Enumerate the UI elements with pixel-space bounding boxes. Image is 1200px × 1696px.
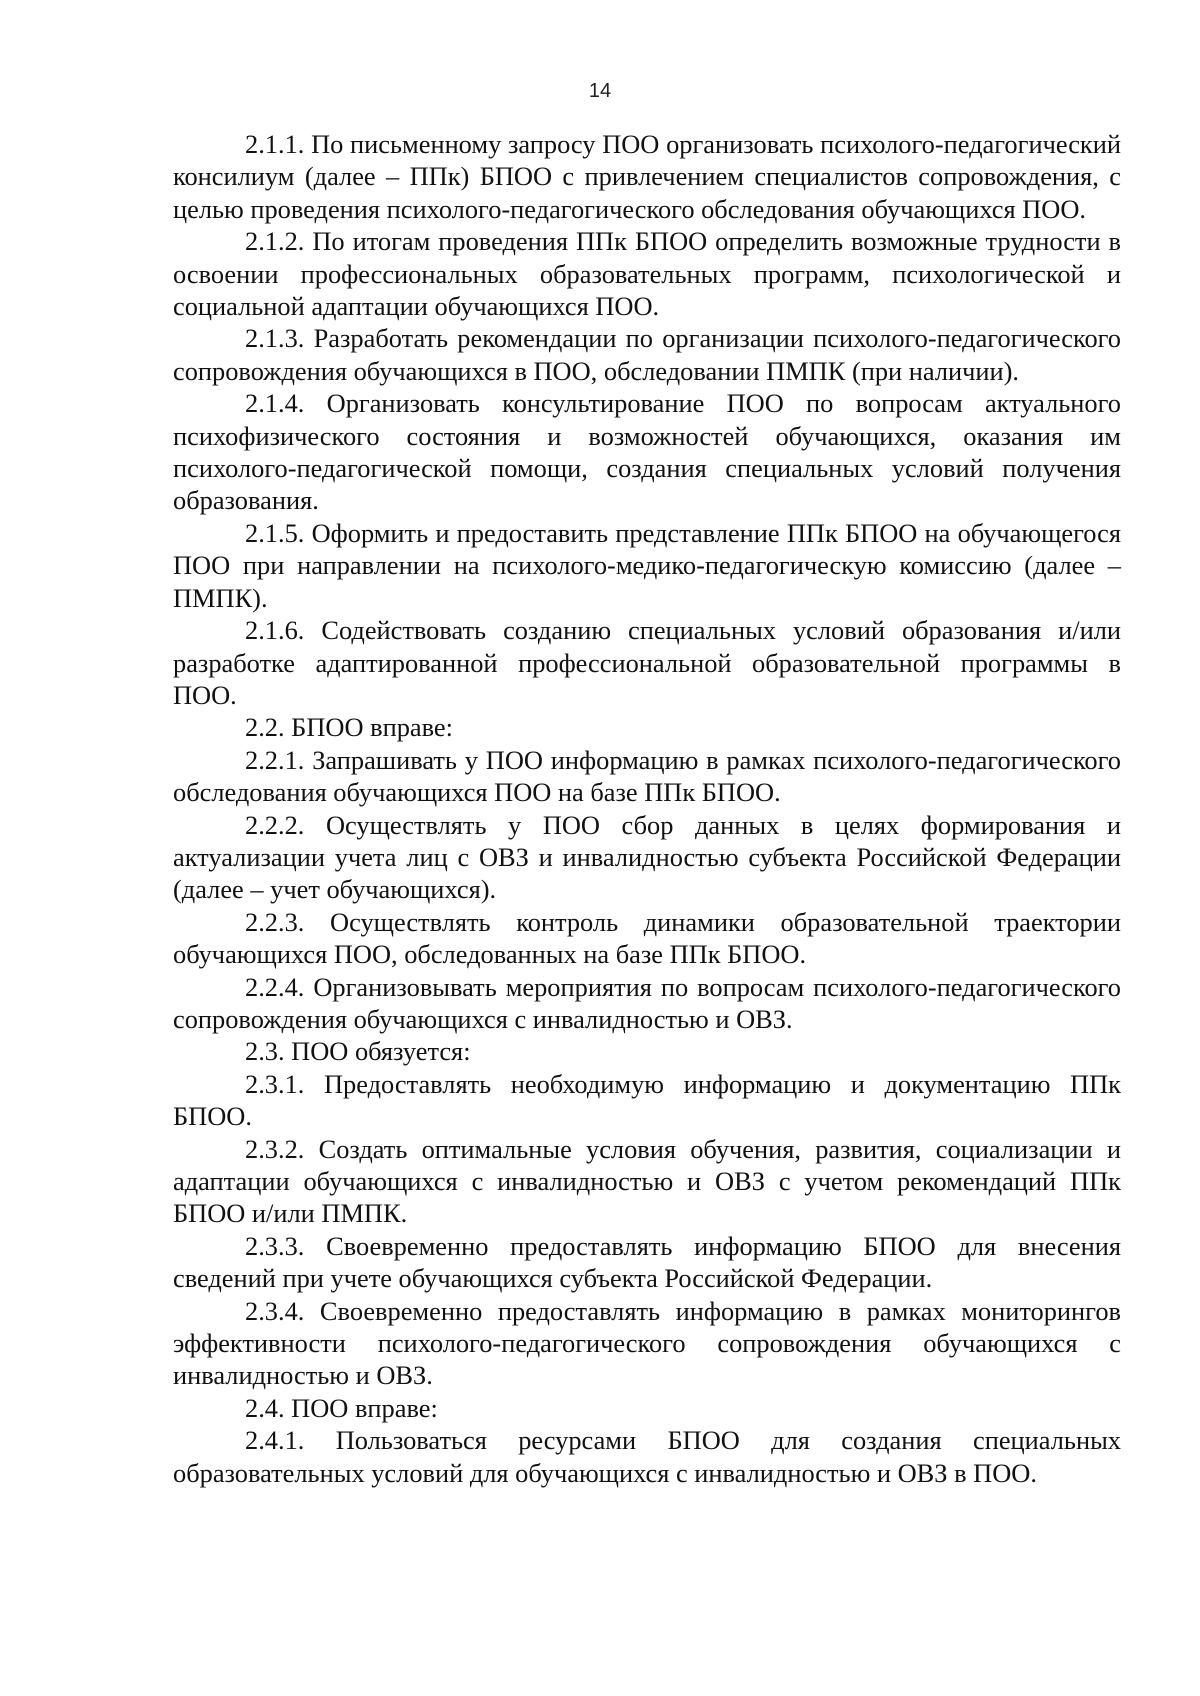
paragraph-2-2-4: 2.2.4. Организовывать мероприятия по вопросам психолого-педагогического сопровождения обучающихся с инвалидностью и ОВЗ. bbox=[173, 971, 1121, 1034]
document-body bbox=[173, 128, 1121, 1489]
section-heading-2-2: 2.2. БПОО вправе: bbox=[245, 712, 453, 743]
paragraph-2-3-4: 2.3.4. Своевременно предоставлять информацию в рамках мониторингов эффективности психолого-педагогического сопровождения обучающихся с инвалидностью и ОВЗ. bbox=[173, 1295, 1121, 1391]
section-heading-2-4: 2.4. ПОО вправе: bbox=[245, 1392, 438, 1423]
paragraph-2-1-4: 2.1.4. Организовать консультирование ПОО по вопросам актуального психофизического состояния и возможностей обучающихся, оказания им психолого-педагогической помощи, создания специальных условий получения образования. bbox=[173, 388, 1121, 516]
paragraph-2-3-3: 2.3.3. Своевременно предоставлять информацию БПОО для внесения сведений при учете обучающихся субъекта Российской Федерации. bbox=[173, 1230, 1121, 1294]
page-number: 14 bbox=[588, 80, 612, 102]
paragraph-2-4-1: 2.4.1. Пользоваться ресурсами БПОО для создания специальных образовательных условий для обучающихся с инвалидностью и ОВЗ в ПОО. bbox=[173, 1425, 1121, 1488]
paragraph-2-2-2: 2.2.2. Осуществлять у ПОО сбор данных в целях формирования и актуализации учета лиц с ОВЗ и инвалидностью субъекта Российской Федерации (далее – учет обучающихся). bbox=[173, 809, 1121, 905]
paragraph-2-1-2: 2.1.2. По итогам проведения ППк БПОО определить возможные трудности в освоении профессиональных образовательных программ, психологической и социальной адаптации обучающихся ПОО. bbox=[173, 226, 1121, 322]
paragraph-2-1-6: 2.1.6. Содействовать созданию специальных условий образования и/или разработке адаптированной профессиональной образовательной программы в ПОО. bbox=[173, 615, 1121, 710]
paragraph-2-2-3: 2.2.3. Осуществлять контроль динамики образовательной траектории обучающихся ПОО, обследованных на базе ППк БПОО. bbox=[173, 906, 1121, 970]
paragraph-2-3-2: 2.3.2. Создать оптимальные условия обучения, развития, социализации и адаптации обучающихся с инвалидностью и ОВЗ с учетом рекомендаций ППк БПОО и/или ПМПК. bbox=[173, 1133, 1121, 1229]
paragraph-2-3-1: 2.3.1. Предоставлять необходимую информацию и документацию ППк БПОО. bbox=[173, 1068, 1121, 1132]
section-heading-2-3: 2.3. ПОО обязуется: bbox=[245, 1036, 471, 1067]
paragraph-2-2-1: 2.2.1. Запрашивать у ПОО информацию в рамках психолого-педагогического обследования обучающихся ПОО на базе ППк БПОО. bbox=[173, 744, 1121, 808]
paragraph-2-1-1: 2.1.1. По письменному запросу ПОО организовать психолого-педагогический консилиум (далее – ППк) БПОО с привлечением специалистов сопровождения, с целью проведения психолого-педагогического обследования обучающихся ПОО. bbox=[173, 129, 1121, 224]
paragraph-2-1-3: 2.1.3. Разработать рекомендации по организации психолого-педагогического сопровождения обучающихся в ПОО, обследовании ПМПК (при наличии). bbox=[173, 323, 1121, 386]
paragraph-2-1-5: 2.1.5. Оформить и предоставить представление ППк БПОО на обучающегося ПОО при направлении на психолого-медико-педагогическую комиссию (далее – ПМПК). bbox=[173, 517, 1121, 613]
